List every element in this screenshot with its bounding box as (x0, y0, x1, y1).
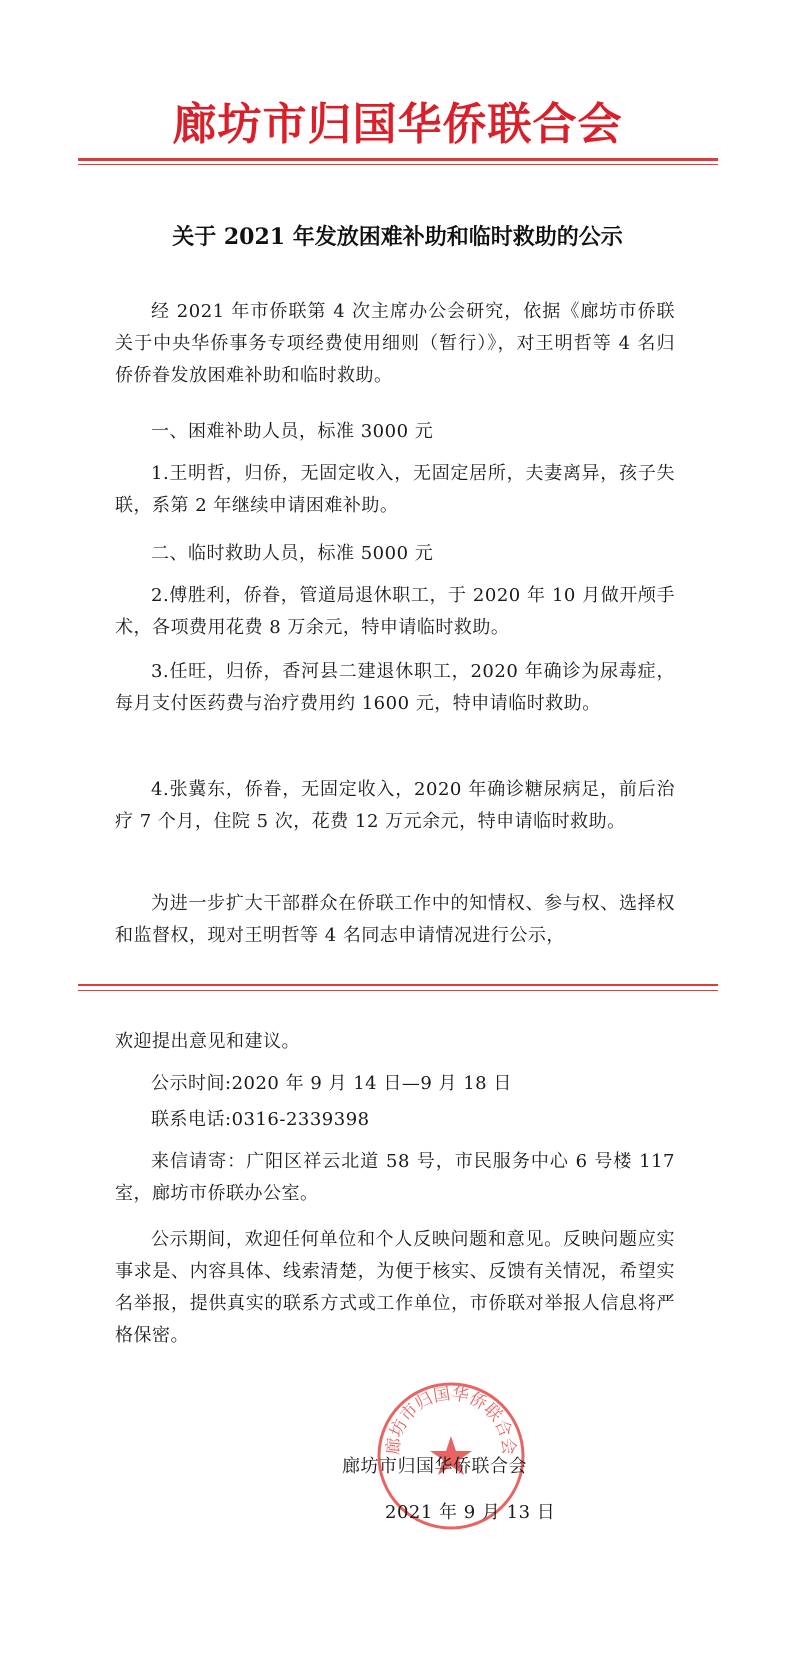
paragraph-item-2: 2.傅胜利，侨眷，管道局退休职工，于 2020 年 10 月做开颅手术，各项费用花费 8 万余元，特申请临时救助。 (115, 585, 675, 638)
seal-text: 廊坊市归国华侨联合会 (383, 1384, 519, 1456)
section-heading-hardship: 一、困难补助人员，标准 3000 元 (151, 421, 434, 442)
section-heading-temporary: 二、临时救助人员，标准 5000 元 (151, 543, 434, 564)
paragraph-intro: 经 2021 年市侨联第 4 次主席办公会研究，依据《廊坊市侨联关于中央华侨事务专项经费使用细则（暂行）》，对王明哲等 4 名归侨侨眷发放困难补助和临时救助。 (115, 301, 675, 386)
publicity-period: 公示时间:2020 年 9 月 14 日—9 月 18 日 (151, 1073, 512, 1094)
contact-phone: 联系电话:0316-2339398 (151, 1109, 370, 1130)
page-break-rule-thin (78, 990, 718, 991)
paragraph-closing: 为进一步扩大干部群众在侨联工作中的知情权、参与权、选择权和监督权，现对王明哲等 4 名同志申请情况进行公示， (115, 893, 675, 946)
mailing-address: 来信请寄：广阳区祥云北道 58 号，市民服务中心 6 号楼 117 室，廊坊市侨联办公室。 (115, 1151, 675, 1204)
page-break-rule-thick (78, 984, 718, 986)
masthead-rule-thin (78, 164, 718, 165)
paragraph-closing-continued: 欢迎提出意见和建议。 (115, 1031, 300, 1052)
paragraph-item-1: 1.王明哲，归侨，无固定收入，无固定居所，夫妻离异，孩子失联，系第 2 年继续申请困难补助。 (115, 463, 675, 516)
paragraph-item-3: 3.任旺，归侨，香河县二建退休职工，2020 年确诊为尿毒症，每月支付医药费与治疗费用约 1600 元，特申请临时救助。 (115, 661, 675, 714)
paragraph-notice: 公示期间，欢迎任何单位和个人反映问题和意见。反映问题应实事求是、内容具体、线索清楚，为便于核实、反馈有关情况，希望实名举报，提供真实的联系方式或工作单位，市侨联对举报人信息将严格保密。 (115, 1229, 675, 1346)
paragraph-item-4: 4.张冀东，侨眷，无固定收入，2020 年确诊糖尿病足，前后治疗 7 个月，住院 5 次，花费 12 万元余元，特申请临时救助。 (115, 779, 675, 832)
signature-organization: 廊坊市归国华侨联合会 (342, 1456, 527, 1477)
document-title: 关于 2021 年发放困难补助和临时救助的公示 (172, 224, 623, 250)
masthead-title: 廊坊市归国华侨联合会 (172, 99, 623, 150)
masthead-rule-thick (78, 158, 718, 161)
signature-date: 2021 年 9 月 13 日 (385, 1502, 556, 1523)
